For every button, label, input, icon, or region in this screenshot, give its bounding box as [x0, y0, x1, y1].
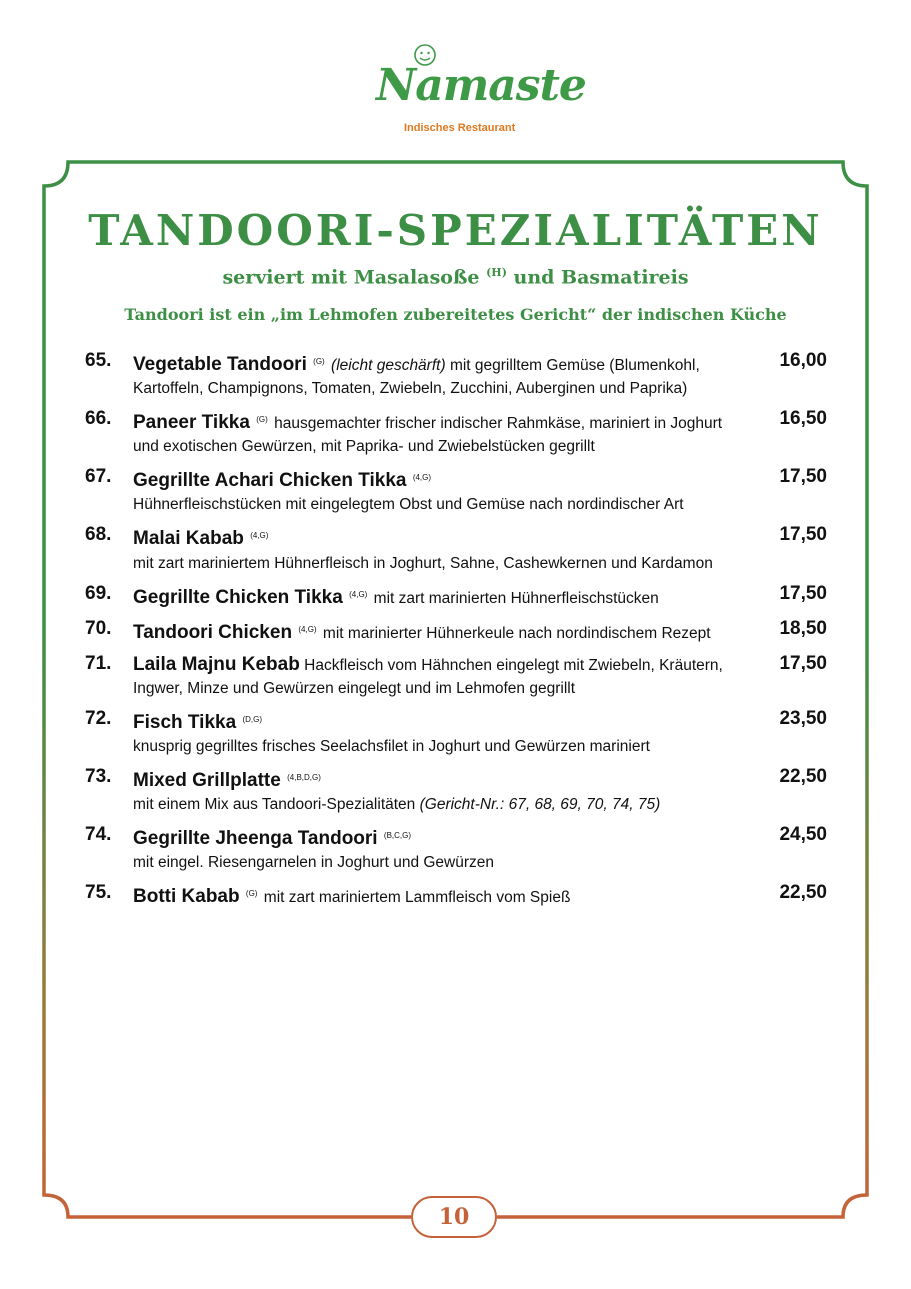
item-description: mit marinierter Hühnerkeule nach nordindischem Rezept [322, 624, 711, 642]
item-number: 65. [85, 350, 112, 371]
item-allergens: (G) [313, 357, 325, 366]
item-name: Laila Majnu Kebab [133, 653, 300, 675]
menu-item [85, 350, 827, 400]
item-number: 72. [85, 707, 112, 729]
item-price: 17,50 [779, 524, 827, 546]
item-number: 67. [85, 466, 112, 488]
item-name: Fisch Tikka [133, 712, 237, 734]
item-allergens: (4,B,D,G) [287, 773, 321, 783]
item-description: mit zart mariniertem Lammfleisch vom Spieß [263, 889, 571, 907]
menu-list [85, 350, 827, 918]
item-price: 24,50 [779, 824, 827, 846]
item-description: knusprig gegrilltes frisches Seelachsfilet in Joghurt und Gewürzen mariniert [133, 738, 650, 756]
item-name: Paneer Tikka [133, 412, 250, 434]
item-description: Hühnerfleischstücken mit eingelegtem Obst und Gemüse nach nordindischer Art [133, 496, 684, 514]
item-allergens: (4,G) [250, 531, 269, 541]
page-number: 10 [411, 1196, 497, 1238]
menu-item [85, 766, 827, 816]
item-description: mit einem Mix aus Tandoori-Spezialitäten [133, 796, 416, 814]
menu-item [85, 824, 827, 874]
item-allergens: (4,G) [298, 624, 317, 634]
item-allergens: (B,C,G) [383, 831, 412, 841]
item-number: 69. [85, 582, 112, 604]
menu-item [85, 882, 827, 909]
item-name: Botti Kabab [133, 886, 240, 908]
menu-item [85, 583, 827, 610]
item-price: 22,50 [779, 766, 827, 788]
item-description: hausgemachter frischer indischer Rahmkäse, mariniert in Joghurt und exotischen Gewürzen, mit Paprika- und Zwiebelstücken gegrillt [133, 415, 723, 456]
subtitle-allergen: (H) [486, 266, 507, 279]
item-dish-numbers: (Gericht-Nr.: 67, 68, 69, 70, 74, 75) [419, 796, 661, 814]
restaurant-logo [360, 38, 586, 136]
menu-item [85, 524, 827, 574]
item-price: 23,50 [779, 707, 827, 729]
page-title: TANDOORI-SPEZIALITÄTEN [88, 206, 823, 255]
item-price: 17,50 [779, 466, 827, 488]
menu-item [85, 618, 827, 645]
item-price: 22,50 [779, 882, 827, 904]
page-subtitle: serviert mit Masalasoße $^{(H)}$ und Basmatireis [222, 266, 689, 289]
item-price: 16,50 [779, 408, 827, 430]
item-price: 16,00 [779, 350, 827, 371]
item-name: Tandoori Chicken [133, 621, 293, 643]
item-name: Vegetable Tandoori [133, 354, 307, 376]
item-description: mit eingel. Riesengarnelen in Joghurt und Gewürzen [133, 854, 495, 872]
item-number: 73. [85, 766, 112, 788]
item-number: 66. [85, 408, 112, 430]
item-description: Hackfleisch vom Hähnchen eingelegt mit Zwiebeln, Kräutern, Ingwer, Minze und Gewürzen eingelegt und im Lehmofen gegrillt [133, 656, 723, 697]
item-allergens: (D,G) [242, 714, 263, 724]
menu-item [85, 653, 827, 700]
item-allergens: (4,G) [412, 473, 432, 483]
item-name: Mixed Grillplatte [133, 770, 281, 792]
item-description: mit gegrilltem Gemüse (Blumenkohl, Kartoffeln, Champignons, Tomaten, Zwiebeln, Zucchini, Auberginen und Paprika) [133, 357, 700, 398]
item-allergens: (G) [256, 415, 268, 425]
menu-item [85, 708, 827, 758]
item-name: Gegrillte Jheenga Tandoori [133, 828, 378, 850]
item-number: 75. [85, 882, 112, 904]
logo-wordmark: Namaste [376, 60, 586, 111]
menu-item [85, 466, 827, 516]
item-description: mit zart mariniertem Hühnerfleisch in Joghurt, Sahne, Cashewkernen und Kardamon [133, 554, 713, 572]
logo-subtitle: Indisches Restaurant [404, 122, 516, 134]
item-price: 17,50 [779, 652, 827, 674]
item-spice-note: (leicht geschärft) [331, 357, 446, 375]
item-allergens: (G) [245, 889, 258, 899]
item-number: 71. [85, 652, 112, 674]
item-description: mit zart marinierten Hühnerfleischstücken [373, 589, 659, 607]
item-price: 17,50 [779, 582, 827, 604]
item-number: 68. [85, 524, 112, 546]
item-number: 74. [85, 824, 112, 846]
item-name: Malai Kabab [133, 528, 244, 550]
item-name: Gegrillte Chicken Tikka [133, 586, 343, 608]
item-allergens: (4,G) [349, 589, 368, 599]
menu-item [85, 408, 827, 458]
item-name: Gegrillte Achari Chicken Tikka [133, 470, 407, 492]
tandoori-note: Tandoori ist ein „im Lehmofen zubereitetes Gericht“ der indischen Küche [124, 305, 787, 324]
item-number: 70. [85, 617, 112, 639]
item-price: 18,50 [779, 617, 827, 639]
